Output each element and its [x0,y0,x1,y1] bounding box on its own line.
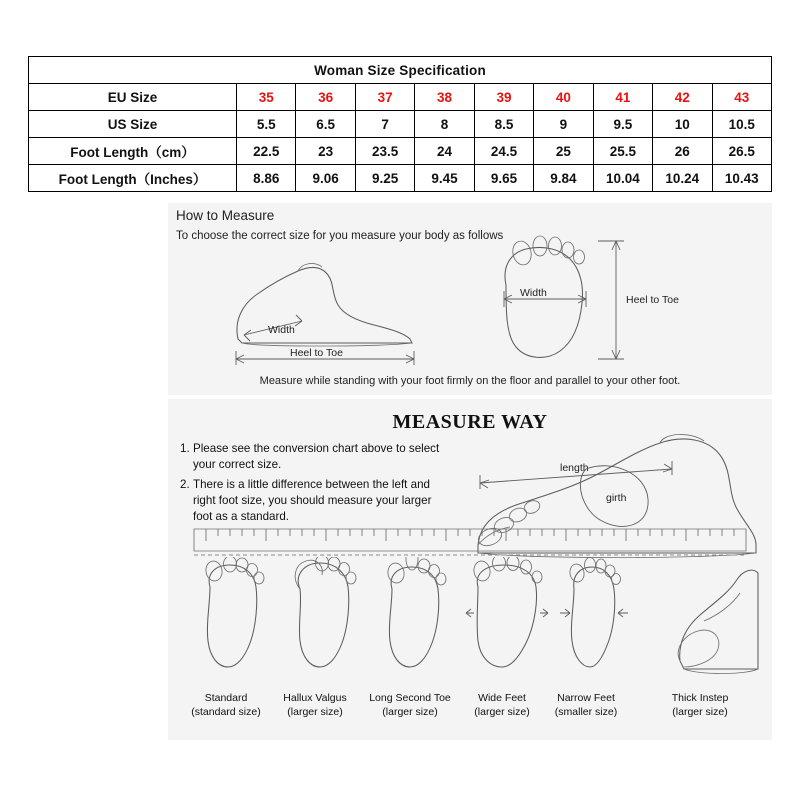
list-item-text: There is a little difference between the left and right foot size, you should measure your larger foot as a standard. [193,478,432,523]
foot-type-note: (standard size) [191,706,261,718]
table-cell: 7 [355,111,414,138]
foot-type-thick-instep [678,570,758,673]
foot-type-name: Thick Instep [671,692,729,704]
list-item [180,441,448,473]
how-to-measure-section [168,203,772,395]
foot-type-name: Long Second Toe [369,692,451,704]
measure-way-instructions [180,441,448,529]
table-cell: 43 [712,84,772,111]
table-cell: 42 [653,84,712,111]
row-label-eu: EU Size [29,84,237,111]
foot-side-view-diagram [198,247,468,372]
ruler-diagram [192,525,748,559]
table-cell: 10.24 [653,165,712,192]
table-row-cm [29,138,772,165]
table-cell: 26.5 [712,138,772,165]
table-cell: 10.43 [712,165,772,192]
list-item-number: 2. [180,478,190,491]
row-label-foot-length-cm: Foot Length（cm） [29,138,237,165]
table-cell: 9.65 [474,165,533,192]
table-cell: 41 [593,84,652,111]
foot-type-name: Hallux Valgus [283,692,347,704]
table-cell: 5.5 [237,111,296,138]
table-cell: 37 [355,84,414,111]
table-cell: 23.5 [355,138,414,165]
table-cell: 9.84 [534,165,593,192]
table-cell: 8.5 [474,111,533,138]
foot-type-hallux-valgus [295,557,356,667]
top-heel-to-toe-label: Heel to Toe [626,294,679,306]
table-cell: 8.86 [237,165,296,192]
table-cell: 6.5 [296,111,355,138]
table-cell: 10 [653,111,712,138]
table-cell: 22.5 [237,138,296,165]
foot-type-long-second-toe [386,557,446,667]
foot-type-standard [204,557,264,667]
size-specification-table [28,56,772,192]
foot-type-narrow-feet [560,558,628,668]
table-cell: 9.25 [355,165,414,192]
table-row-inches [29,165,772,192]
table-cell: 24 [415,138,474,165]
table-cell: 9.45 [415,165,474,192]
foot-type-note: (larger size) [474,706,530,718]
table-cell: 8 [415,111,474,138]
size-table-container [28,56,772,192]
table-row-us [29,111,772,138]
how-to-measure-title: How to Measure [176,208,275,223]
girth-label: girth [606,492,627,504]
foot-top-view-diagram [448,233,748,373]
foot-type-note: (larger size) [382,706,438,718]
table-cell: 38 [415,84,474,111]
table-cell: 40 [534,84,593,111]
table-cell: 26 [653,138,712,165]
measure-way-section [168,399,772,740]
how-to-measure-subtitle: To choose the correct size for you measure your body as follows [176,230,504,242]
foot-type-name: Wide Feet [478,692,526,704]
top-width-label: Width [520,287,547,299]
table-cell: 9.5 [593,111,652,138]
foot-type-name: Standard [204,692,248,704]
foot-type-wide-feet [466,557,548,667]
table-cell: 25 [534,138,593,165]
table-cell: 36 [296,84,355,111]
table-cell: 9.06 [296,165,355,192]
table-row-eu [29,84,772,111]
table-cell: 24.5 [474,138,533,165]
side-width-label: Width [268,324,295,336]
list-item-number: 1. [180,442,190,455]
table-title: Woman Size Specification [29,57,772,84]
row-label-us: US Size [29,111,237,138]
foot-type-note: (larger size) [672,706,728,718]
measure-way-title: MEASURE WAY [392,411,548,433]
length-label: length [560,462,589,474]
foot-type-name: Narrow Feet [557,692,615,704]
foot-types-diagram [180,557,760,689]
table-cell: 39 [474,84,533,111]
table-cell: 10.5 [712,111,772,138]
how-to-measure-footnote: Measure while standing with your foot firmly on the floor and parallel to your other foot. [259,375,681,387]
table-cell: 35 [237,84,296,111]
table-cell: 10.04 [593,165,652,192]
table-title-row [29,57,772,84]
list-item [180,477,448,525]
table-cell: 23 [296,138,355,165]
list-item-text: Please see the conversion chart above to select your correct size. [193,442,440,471]
foot-type-labels [168,691,772,735]
row-label-foot-length-inches: Foot Length（Inches） [29,165,237,192]
table-cell: 25.5 [593,138,652,165]
side-heel-to-toe-label: Heel to Toe [290,347,343,359]
foot-type-note: (smaller size) [554,706,618,718]
table-cell: 9 [534,111,593,138]
foot-type-note: (larger size) [287,706,343,718]
